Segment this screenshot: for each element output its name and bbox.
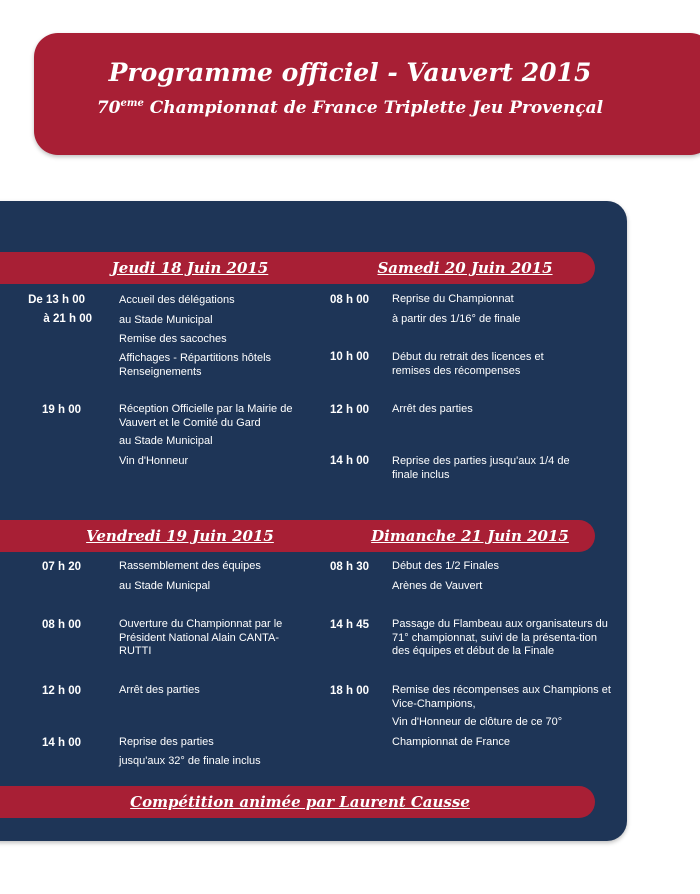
event-time: 12 h 00 <box>330 404 369 416</box>
event-text: au Stade Municpal <box>119 580 211 592</box>
event-text: au Stade Municipal <box>119 314 213 326</box>
day-title-thursday: Jeudi 18 Juin 2015 <box>111 259 269 277</box>
event-text: à partir des 1/16° de finale <box>392 313 521 325</box>
subtitle-text: Championnat de France Triplette Jeu Provençal <box>143 98 604 118</box>
event-time: De 13 h 00 <box>28 294 85 306</box>
event-text: Réception Officielle par la Mairie de Vauvert et le Comité du Gard <box>119 403 293 429</box>
event-text: Vin d'Honneur de clôture de ce 70° <box>392 716 563 728</box>
footer-band <box>0 786 595 818</box>
event-time: 14 h 00 <box>330 455 369 467</box>
event-time: 08 h 00 <box>42 619 81 631</box>
page-subtitle <box>0 98 700 118</box>
event-text: Championnat de France <box>392 736 511 748</box>
header-banner <box>34 33 700 155</box>
day-title-sunday: Dimanche 21 Juin 2015 <box>371 527 569 545</box>
day-title-friday: Vendredi 19 Juin 2015 <box>86 527 274 545</box>
event-text: Remise des sacoches <box>119 333 227 345</box>
page-title: Programme officiel - Vauvert 2015 <box>108 58 592 87</box>
subtitle-superscript: eme <box>120 98 144 109</box>
event-text: Reprise du Championnat <box>392 293 514 305</box>
event-text: Remise des récompenses aux Champions et Vice-Champions, <box>392 684 611 710</box>
event-text: Arrêt des parties <box>392 403 473 415</box>
event-text: Vin d'Honneur <box>119 455 189 467</box>
event-text: Ouverture du Championnat par le Président National Alain CANTA-RUTTI <box>119 618 283 657</box>
schedule-panel <box>0 201 627 841</box>
event-time: 18 h 00 <box>330 685 369 697</box>
subtitle-ordinal: 70 <box>96 98 121 118</box>
event-text: Début du retrait des licences et remises des récompenses <box>392 351 544 377</box>
day-title-saturday: Samedi 20 Juin 2015 <box>377 259 553 277</box>
day-band-middle <box>0 520 595 552</box>
event-text: Passage du Flambeau aux organisateurs du 71° championnat, suivi de la présenta-tion des équipes et début de la Finale <box>392 618 608 657</box>
event-text: Début des 1/2 Finales <box>392 560 500 572</box>
event-time: 14 h 00 <box>42 737 81 749</box>
event-time: à 21 h 00 <box>43 313 92 325</box>
event-text: Arènes de Vauvert <box>392 580 483 592</box>
event-time: 08 h 00 <box>330 294 369 306</box>
event-time: 12 h 00 <box>42 685 81 697</box>
footer-text: Compétition animée par Laurent Causse <box>130 793 470 811</box>
event-text: jusqu'aux 32° de finale inclus <box>119 755 261 767</box>
event-text: au Stade Municipal <box>119 435 213 447</box>
event-time: 07 h 20 <box>42 561 81 573</box>
event-time: 14 h 45 <box>330 619 369 631</box>
event-time: 10 h 00 <box>330 351 369 363</box>
event-time: 08 h 30 <box>330 561 369 573</box>
event-text: Reprise des parties jusqu'aux 1/4 de finale inclus <box>392 455 570 481</box>
event-text: Accueil des délégations <box>119 294 235 306</box>
event-text: Reprise des parties <box>119 736 214 748</box>
day-band-top <box>0 252 595 284</box>
event-time: 19 h 00 <box>42 404 81 416</box>
event-text: Arrêt des parties <box>119 684 200 696</box>
event-text: Affichages - Répartitions hôtels Renseignements <box>119 352 272 378</box>
event-text: Rassemblement des équipes <box>119 560 261 572</box>
